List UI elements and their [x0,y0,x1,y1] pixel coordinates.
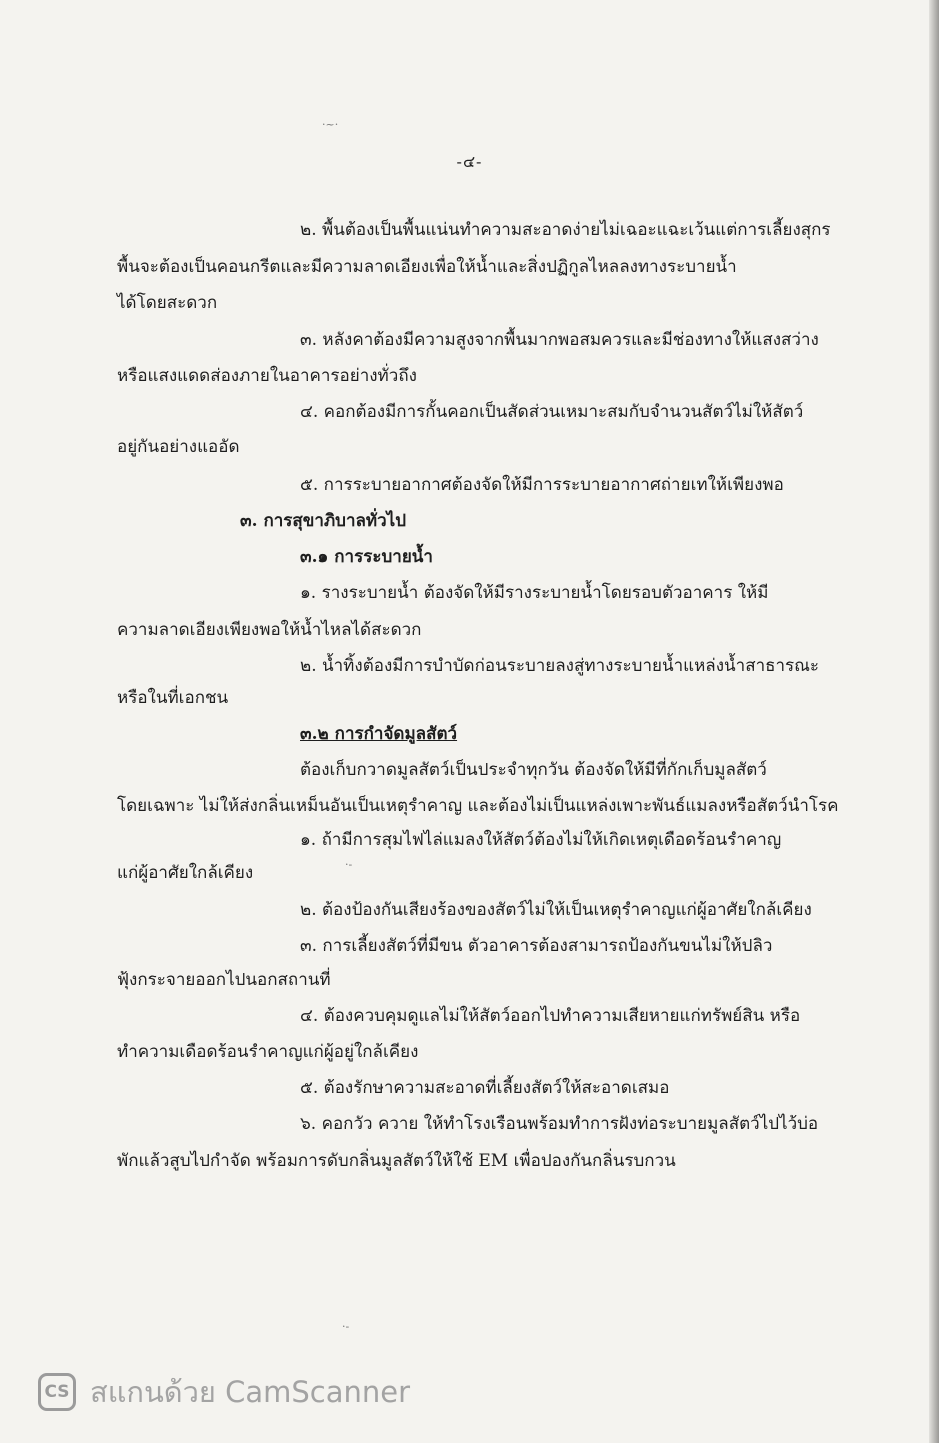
body-line: ๒. น้ำทิ้งต้องมีการบำบัดก่อนระบายลงสู่ทางระบายน้ำแหล่งน้ำสาธารณะ [300,656,820,676]
page-edge-shadow [929,0,939,1443]
scan-speck: ·- [342,1320,350,1333]
body-line: หรือในที่เอกชน [117,688,229,708]
body-line: ๑. ถ้ามีการสุมไฟไล่แมลงให้สัตว์ต้องไม่ให้เกิดเหตุเดือดร้อนรำคาญ [300,830,782,850]
body-line: ทำความเดือดร้อนรำคาญแก่ผู้อยู่ใกล้เคียง [117,1042,419,1062]
body-line: ๖. คอกวัว ควาย ให้ทำโรงเรือนพร้อมทำการฝังท่อระบายมูลสัตว์ไปไว้บ่อ [300,1114,819,1134]
body-line: ๒. ต้องป้องกันเสียงร้องของสัตว์ไม่ให้เป็นเหตุรำคาญแก่ผู้อาศัยใกล้เคียง [300,900,812,920]
body-line: ๔. ต้องควบคุมดูแลไม่ให้สัตว์ออกไปทำความเสียหายแก่ทรัพย์สิน หรือ [300,1006,801,1026]
body-line: ๑. รางระบายน้ำ ต้องจัดให้มีรางระบายน้ำโดยรอบตัวอาคาร ให้มี [300,583,769,603]
scan-speck: ·- [345,858,353,871]
body-line: ๒. พื้นต้องเป็นพื้นแน่นทำความสะอาดง่ายไม่เฉอะแฉะเว้นแต่การเลี้ยงสุกร [300,220,831,240]
body-line: หรือแสงแดดส่องภายในอาคารอย่างทั่วถึง [117,366,417,386]
subsection-heading: ๓.๒ การกำจัดมูลสัตว์ [300,724,458,744]
body-line: ต้องเก็บกวาดมูลสัตว์เป็นประจำทุกวัน ต้องจัดให้มีที่กักเก็บมูลสัตว์ [300,760,767,780]
body-line: ๕. การระบายอากาศต้องจัดให้มีการระบายอากาศถ่ายเทให้เพียงพอ [300,475,784,495]
subsection-heading: ๓.๑ การระบายน้ำ [300,547,433,567]
body-line: ๔. คอกต้องมีการกั้นคอกเป็นสัดส่วนเหมาะสมกับจำนวนสัตว์ไม่ให้สัตว์ [300,402,804,422]
body-line: พื้นจะต้องเป็นคอนกรีตและมีความลาดเอียงเพื่อให้น้ำและสิ่งปฏิกูลไหลลงทางระบายน้ำ [117,257,737,277]
body-line: ความลาดเอียงเพียงพอให้น้ำไหลได้สะดวก [117,620,422,640]
body-line: ๓. การเลี้ยงสัตว์ที่มีขน ตัวอาคารต้องสามารถป้องกันขนไม่ให้ปลิว [300,936,773,956]
body-line: โดยเฉพาะ ไม่ให้ส่งกลิ่นเหม็นอันเป็นเหตุรำคาญ และต้องไม่เป็นแหล่งเพาะพันธ์แมลงหรือสัตว์นำโรค [117,796,839,816]
body-line: อยู่กันอย่างแออัด [117,437,240,457]
page-number: -๔- [456,152,483,171]
scan-speck: ·~· [322,118,339,131]
watermark-text: สแกนด้วย CamScanner [90,1375,411,1409]
section-heading: ๓. การสุขาภิบาลทั่วไป [240,511,407,531]
body-line: ฟุ้งกระจายออกไปนอกสถานที่ [117,970,331,990]
body-line: ได้โดยสะดวก [117,293,218,313]
body-line: พักแล้วสูบไปกำจัด พร้อมการดับกลิ่นมูลสัตว์ให้ใช้ EM เพื่อปองกันกลิ่นรบกวน [117,1151,676,1171]
body-line: ๓. หลังคาต้องมีความสูงจากพื้นมากพอสมควรและมีช่องทางให้แสงสว่าง [300,330,819,350]
body-line: แก่ผู้อาศัยใกล้เคียง [117,863,254,883]
body-line: ๕. ต้องรักษาความสะอาดที่เลี้ยงสัตว์ให้สะอาดเสมอ [300,1078,670,1098]
camscanner-watermark [38,1372,410,1412]
camscanner-logo-icon: CS [38,1373,76,1411]
